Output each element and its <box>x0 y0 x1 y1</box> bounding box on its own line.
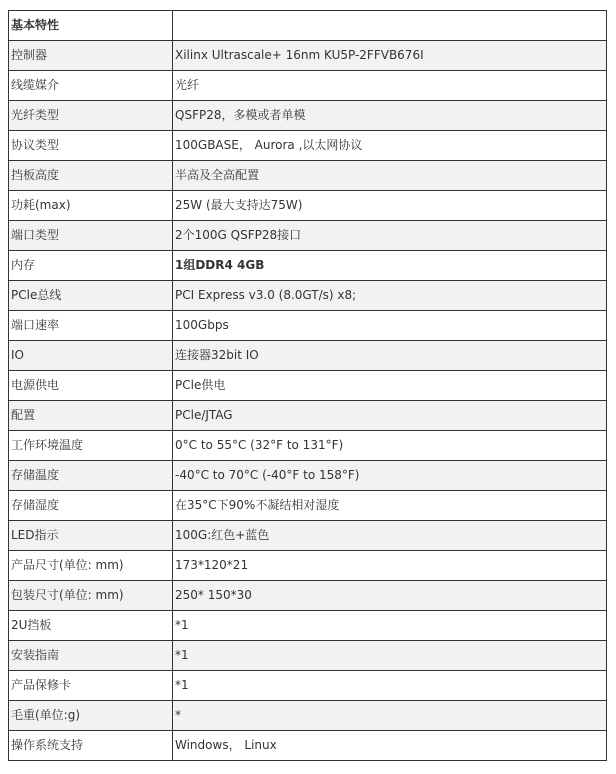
table-row <box>9 251 607 281</box>
row-value: 半高及全高配置 <box>173 161 607 191</box>
row-value: PCle供电 <box>173 371 607 401</box>
row-value: 100G:红色+蓝色 <box>173 521 607 551</box>
row-label: 线缆媒介 <box>9 71 173 101</box>
row-value: PCI Express v3.0 (8.0GT/s) x8; <box>173 281 607 311</box>
row-value: 1组DDR4 4GB <box>173 251 607 281</box>
row-value: 250* 150*30 <box>173 581 607 611</box>
row-value: 2个100G QSFP28接口 <box>173 221 607 251</box>
row-value: QSFP28，多模或者单模 <box>173 101 607 131</box>
row-label: IO <box>9 341 173 371</box>
table-row <box>9 581 607 611</box>
row-label: 挡板高度 <box>9 161 173 191</box>
row-label: 协议类型 <box>9 131 173 161</box>
table-row <box>9 611 607 641</box>
row-label: 包装尺寸(单位: mm) <box>9 581 173 611</box>
table-header-label: 基本特性 <box>9 11 173 41</box>
row-label: 工作环境温度 <box>9 431 173 461</box>
row-label: 内存 <box>9 251 173 281</box>
row-label: 存储湿度 <box>9 491 173 521</box>
table-row <box>9 701 607 731</box>
table-row <box>9 71 607 101</box>
row-label: 电源供电 <box>9 371 173 401</box>
table-row <box>9 731 607 761</box>
row-value: 在35°C下90%不凝结相对湿度 <box>173 491 607 521</box>
row-value: Xilinx Ultrascale+ 16nm KU5P-2FFVB676I <box>173 41 607 71</box>
table-row <box>9 191 607 221</box>
row-value: 0°C to 55°C (32°F to 131°F) <box>173 431 607 461</box>
table-row <box>9 431 607 461</box>
row-value: 25W (最大支持达75W) <box>173 191 607 221</box>
table-row <box>9 311 607 341</box>
row-label: 操作系统支持 <box>9 731 173 761</box>
row-label: 2U挡板 <box>9 611 173 641</box>
row-value: Windows， Linux <box>173 731 607 761</box>
table-row <box>9 401 607 431</box>
row-value: 光纤 <box>173 71 607 101</box>
row-label: 安装指南 <box>9 641 173 671</box>
row-label: 控制器 <box>9 41 173 71</box>
table-row <box>9 551 607 581</box>
row-label: 功耗(max) <box>9 191 173 221</box>
spec-table <box>8 10 607 761</box>
row-label: LED指示 <box>9 521 173 551</box>
row-label: 产品保修卡 <box>9 671 173 701</box>
row-label: PCle总线 <box>9 281 173 311</box>
row-label: 光纤类型 <box>9 101 173 131</box>
row-value: *1 <box>173 611 607 641</box>
table-row <box>9 281 607 311</box>
row-label: 存储温度 <box>9 461 173 491</box>
row-label: 端口类型 <box>9 221 173 251</box>
row-value: -40°C to 70°C (-40°F to 158°F) <box>173 461 607 491</box>
table-row <box>9 221 607 251</box>
row-label: 配置 <box>9 401 173 431</box>
row-value: PCle/JTAG <box>173 401 607 431</box>
table-row <box>9 491 607 521</box>
row-value: 连接器32bit IO <box>173 341 607 371</box>
row-value: 100Gbps <box>173 311 607 341</box>
table-row <box>9 521 607 551</box>
row-label: 产品尺寸(单位: mm) <box>9 551 173 581</box>
row-value: 100GBASE， Aurora ,以太网协议 <box>173 131 607 161</box>
table-header-row <box>9 11 607 41</box>
table-row <box>9 161 607 191</box>
table-header-value <box>173 11 607 41</box>
table-row <box>9 671 607 701</box>
table-row <box>9 371 607 401</box>
table-row <box>9 641 607 671</box>
row-value: 173*120*21 <box>173 551 607 581</box>
table-row <box>9 41 607 71</box>
table-row <box>9 341 607 371</box>
row-value: * <box>173 701 607 731</box>
row-label: 毛重(单位:g) <box>9 701 173 731</box>
table-row <box>9 101 607 131</box>
row-label: 端口速率 <box>9 311 173 341</box>
row-value: *1 <box>173 641 607 671</box>
table-row <box>9 461 607 491</box>
row-value: *1 <box>173 671 607 701</box>
table-row <box>9 131 607 161</box>
